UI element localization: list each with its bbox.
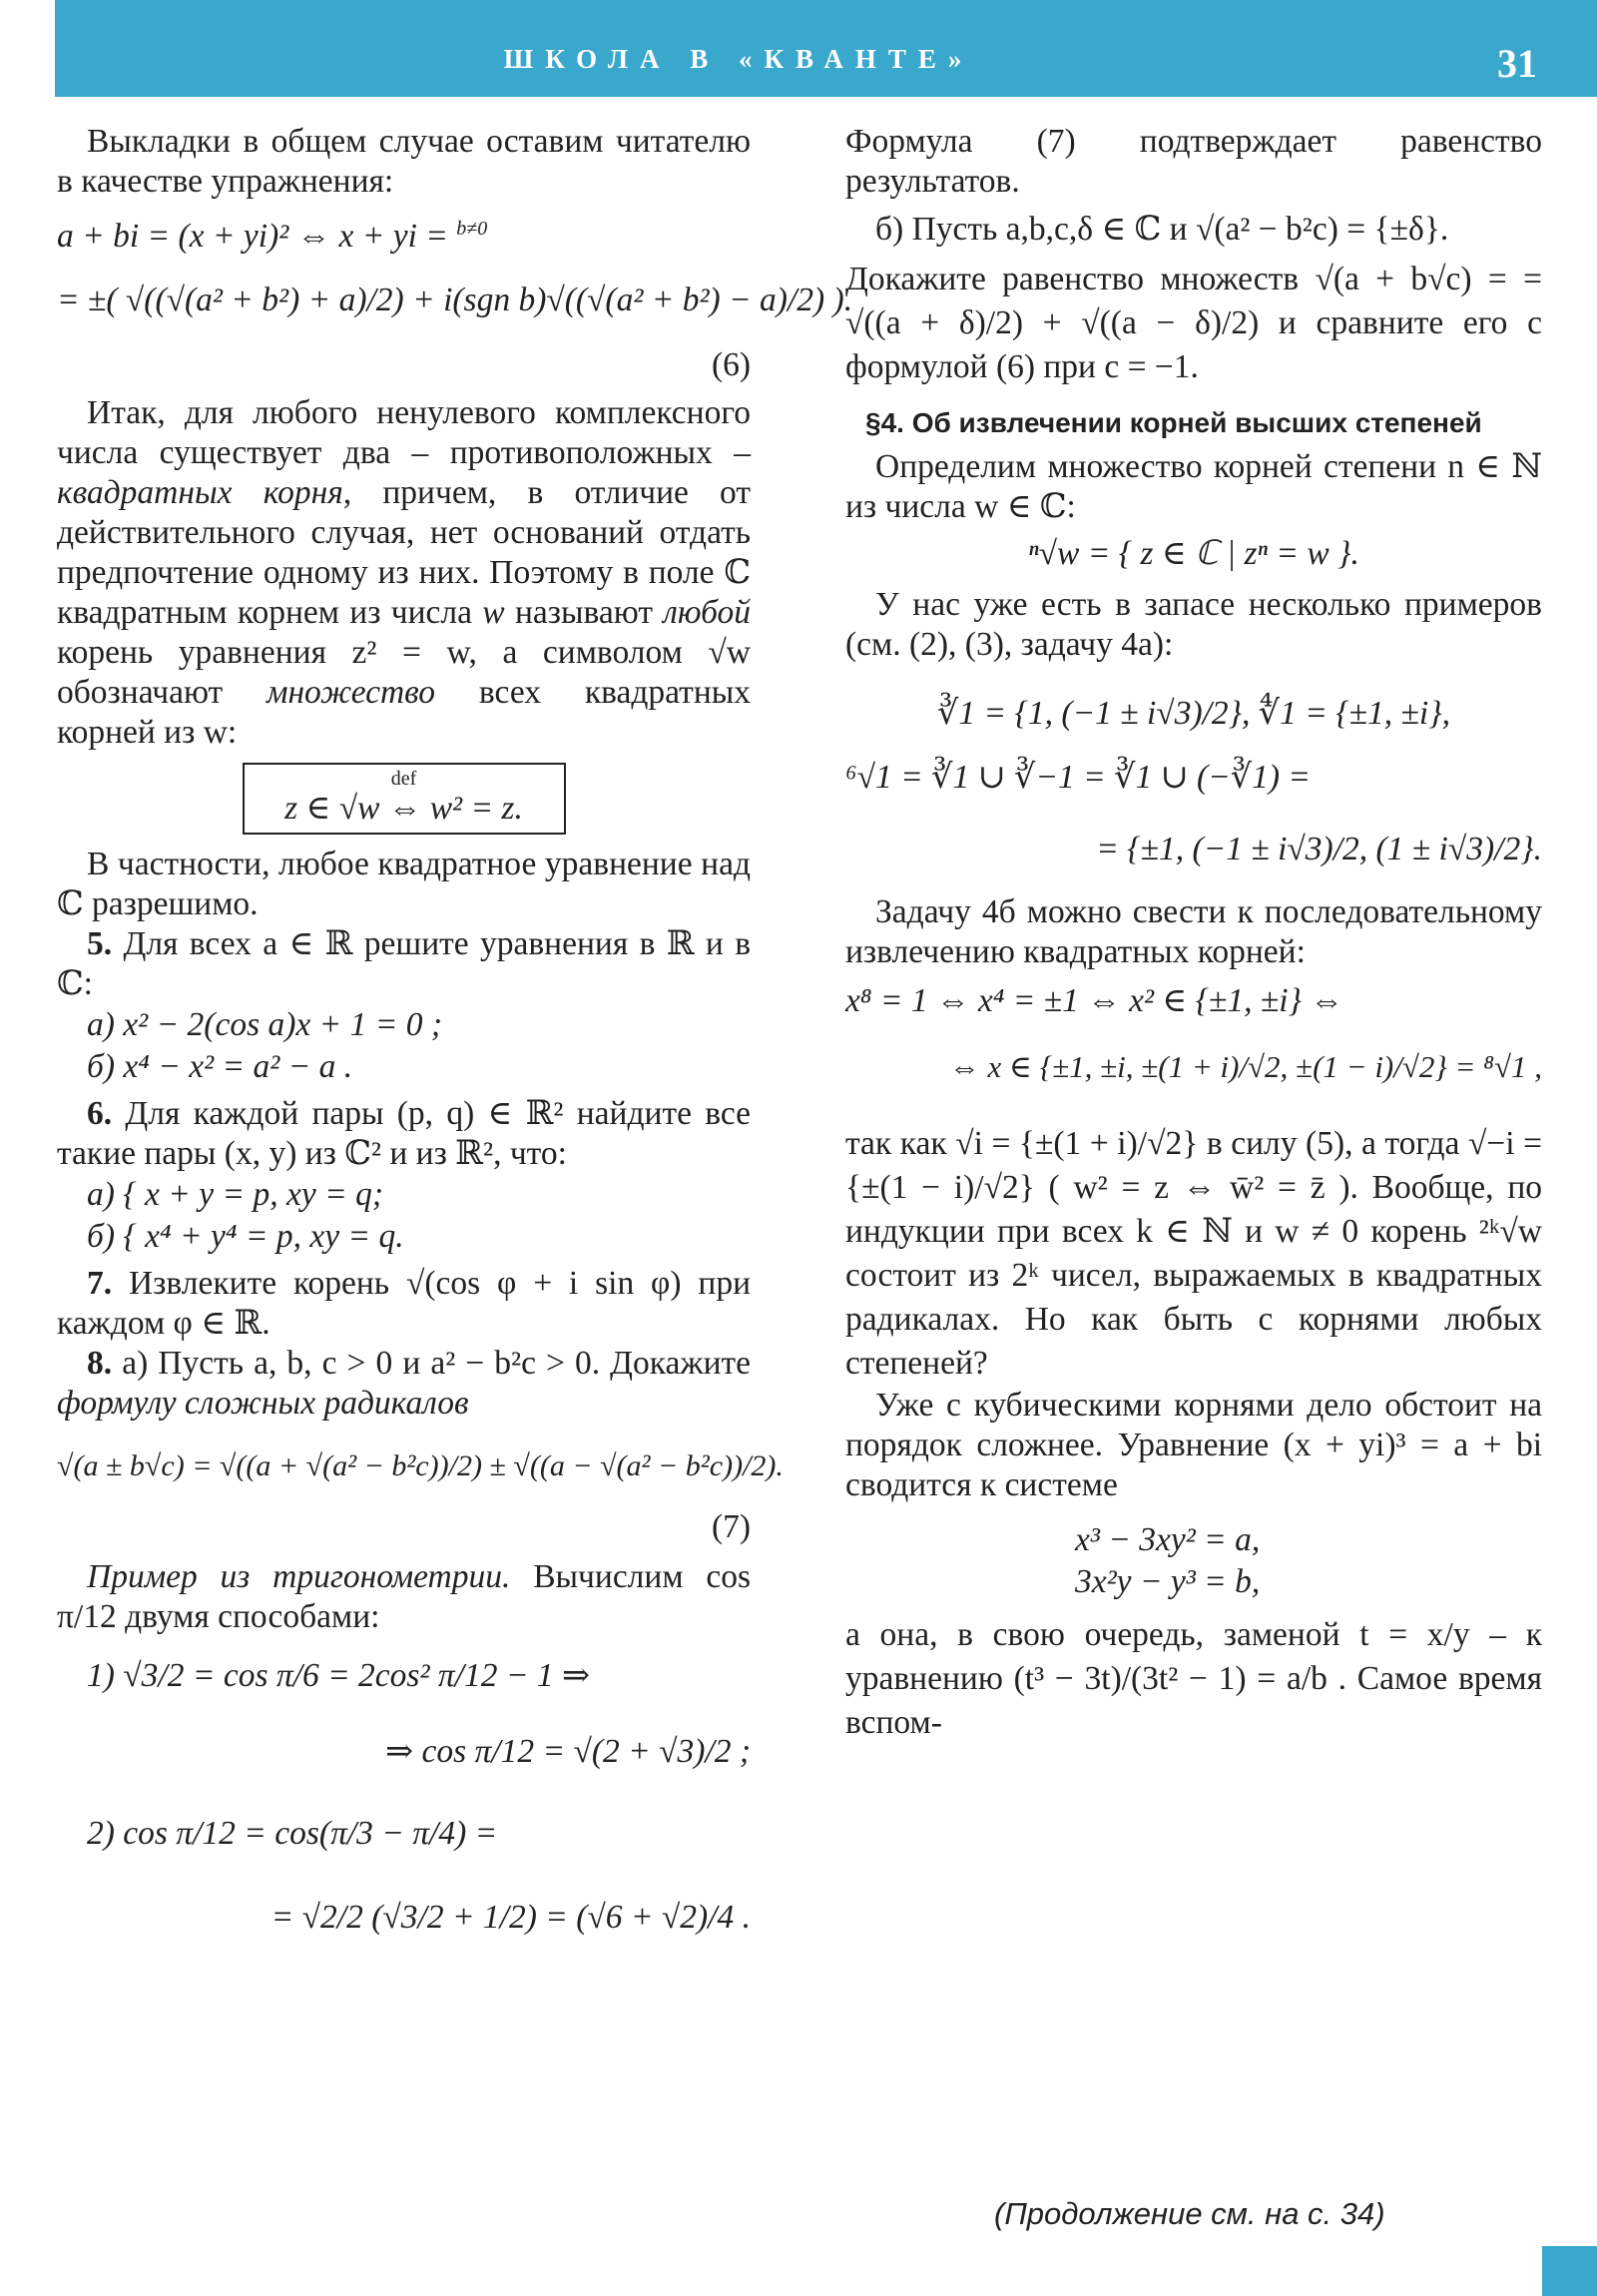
formula-sixth-roots-1: ⁶√1 = ∛1 ∪ ∛−1 = ∛1 ∪ (−∛1) =	[845, 759, 1312, 796]
paragraph: так как √i = {±(1 + i)/√2} в силу (5), а тогда √−i = {±(1 − i)/√2} ( w² = z ⇔ w̄² = z̄ ). Вообще, по индукции при всех k ∈ ℕ и w ≠ 0 корень ²ᵏ√w состоит из 2ᵏ чисел, выражаемых в квадратных радикалах. Но как быть с корнями любых степеней?	[845, 1125, 1542, 1382]
problem-5a: а) x² − 2(cos a)x + 1 = 0 ;	[87, 1006, 443, 1044]
paragraph: Пример из тригонометрии. Вычислим cos π/12 двумя способами:	[57, 1558, 751, 1636]
problem-6: 6. Для каждой пары (p, q) ∈ ℝ² найдите все такие пары (x, y) из ℂ² и из ℝ², что:	[57, 1095, 751, 1173]
page-number: 31	[1497, 41, 1537, 86]
continuation-note: (Продолжение см. на с. 34)	[994, 2196, 1385, 2231]
paragraph: Докажите равенство множеств √(a + b√c) = = √((a + δ)/2) + √((a − δ)/2) и сравните его с формулой (6) при c = −1.	[845, 261, 1542, 385]
formula-sixth-roots-2: = {±1, (−1 ± i√3)/2, (1 ± i√3)/2}.	[1096, 831, 1542, 867]
paragraph: Итак, для любого ненулевого комплексного числа существует два – противоположных – квадратных корня, причем, в отличие от действительного случая, нет оснований отдать предпочтение одному из них. Поэтому в поле ℂ квадратным корнем из числа w называют любой корень уравнения z² = w, а символом √w обозначают множество всех квадратных корней из w:	[57, 394, 752, 752]
system-equations: x³ − 3xy² = a, 3x²y − y³ = b,	[1075, 1521, 1261, 1600]
problem-8b: б) Пусть a,b,c,δ ∈ ℂ и √(a² − b²c) = {±δ}.	[875, 211, 1449, 248]
paragraph: Задачу 4б можно свести к последовательному извлечению квадратных корней:	[845, 893, 1542, 970]
formula-eighth-roots-1: x⁸ = 1 ⇔ x⁴ = ±1 ⇔ x² ∈ {±1, ±i} ⇔	[845, 982, 1343, 1019]
paragraph: Выкладки в общем случае оставим читателю в качестве упражнения:	[57, 123, 751, 200]
paragraph: У нас уже есть в запасе несколько примеров (см. (2), (3), задачу 4а):	[845, 586, 1542, 663]
trig-line-2: ⇒ cos π/12 = √(2 + √3)/2 ;	[385, 1733, 751, 1771]
right-column	[845, 122, 1542, 1745]
problem-5: 5. Для всех a ∈ ℝ решите уравнения в ℝ и в ℂ:	[57, 925, 752, 1003]
definition-box: def z ∈ √w ⇔ w² = z.	[243, 763, 566, 835]
formula-7: √(a ± b√c) = √((a + √(a² − b²c))/2) ± √((a − √(a² − b²c))/2).	[57, 1449, 784, 1483]
equation-number: (7)	[711, 1508, 751, 1546]
root-set-definition: ⁿ√w = { z ∈ ℂ | zⁿ = w }.	[1028, 535, 1359, 572]
trig-line-1: 1) √3/2 = cos π/6 = 2cos² π/12 − 1 ⇒	[87, 1657, 591, 1695]
equation-number: (6)	[711, 346, 751, 384]
formula-6-line2: = ±( √((√(a² + b²) + a)/2) + i(sgn b)√((√(a² + b²) − a)/2) ).	[57, 282, 853, 319]
problem-7: 7. Извлеките корень √(cos φ + i sin φ) при каждом φ ∈ ℝ.	[57, 1265, 752, 1343]
paragraph: В частности, любое квадратное уравнение над ℂ разрешимо.	[57, 846, 751, 923]
paragraph: Уже с кубическими корнями дело обстоит на порядок сложнее. Уравнение (x + yi)³ = a + bi сводится к системе	[845, 1387, 1542, 1503]
formula-eighth-roots-2: ⇔ x ∈ {±1, ±i, ±(1 + i)/√2, ±(1 − i)/√2} = ⁸√1 ,	[948, 1049, 1542, 1084]
problem-5b: б) x⁴ − x² = a² − a .	[87, 1048, 353, 1086]
problem-6a: а) { x + y = p, xy = q;	[87, 1176, 384, 1214]
page-header	[55, 0, 1597, 97]
problem-8: 8. а) Пусть a, b, c > 0 и a² − b²c > 0. Докажите формулу сложных радикалов	[57, 1345, 752, 1423]
paragraph: а она, в свою очередь, заменой t = x/y – к уравнению (t³ − 3t)/(3t² − 1) = a/b . Самое время вспом-	[845, 1616, 1542, 1741]
corner-tab	[1542, 2246, 1597, 2296]
paragraph: Формула (7) подтверждает равенство результатов.	[845, 123, 1542, 200]
formula-6-line1: a + bi = (x + yi)² ⇔ x + yi = $^{b\ne 0}$	[57, 218, 488, 256]
section-title: §4. Об извлечении корней высших степеней	[865, 407, 1482, 438]
problem-6b: б) { x⁴ + y⁴ = p, xy = q.	[87, 1218, 404, 1256]
trig-line-4: = √2/2 (√3/2 + 1/2) = (√6 + √2)/4 .	[270, 1899, 751, 1937]
paragraph: Определим множество корней степени n ∈ ℕ из числа w ∈ ℂ:	[845, 448, 1542, 525]
formula-cube-roots: ∛1 = {1, (−1 ± i√3)/2}, ∜1 = {±1, ±i},	[937, 695, 1450, 732]
trig-line-3: 2) cos π/12 = cos(π/3 − π/4) =	[87, 1815, 498, 1853]
condition: b≠0	[456, 218, 488, 240]
header-title: ШКОЛА В «КВАНТЕ»	[503, 44, 974, 74]
left-column	[57, 122, 853, 1939]
